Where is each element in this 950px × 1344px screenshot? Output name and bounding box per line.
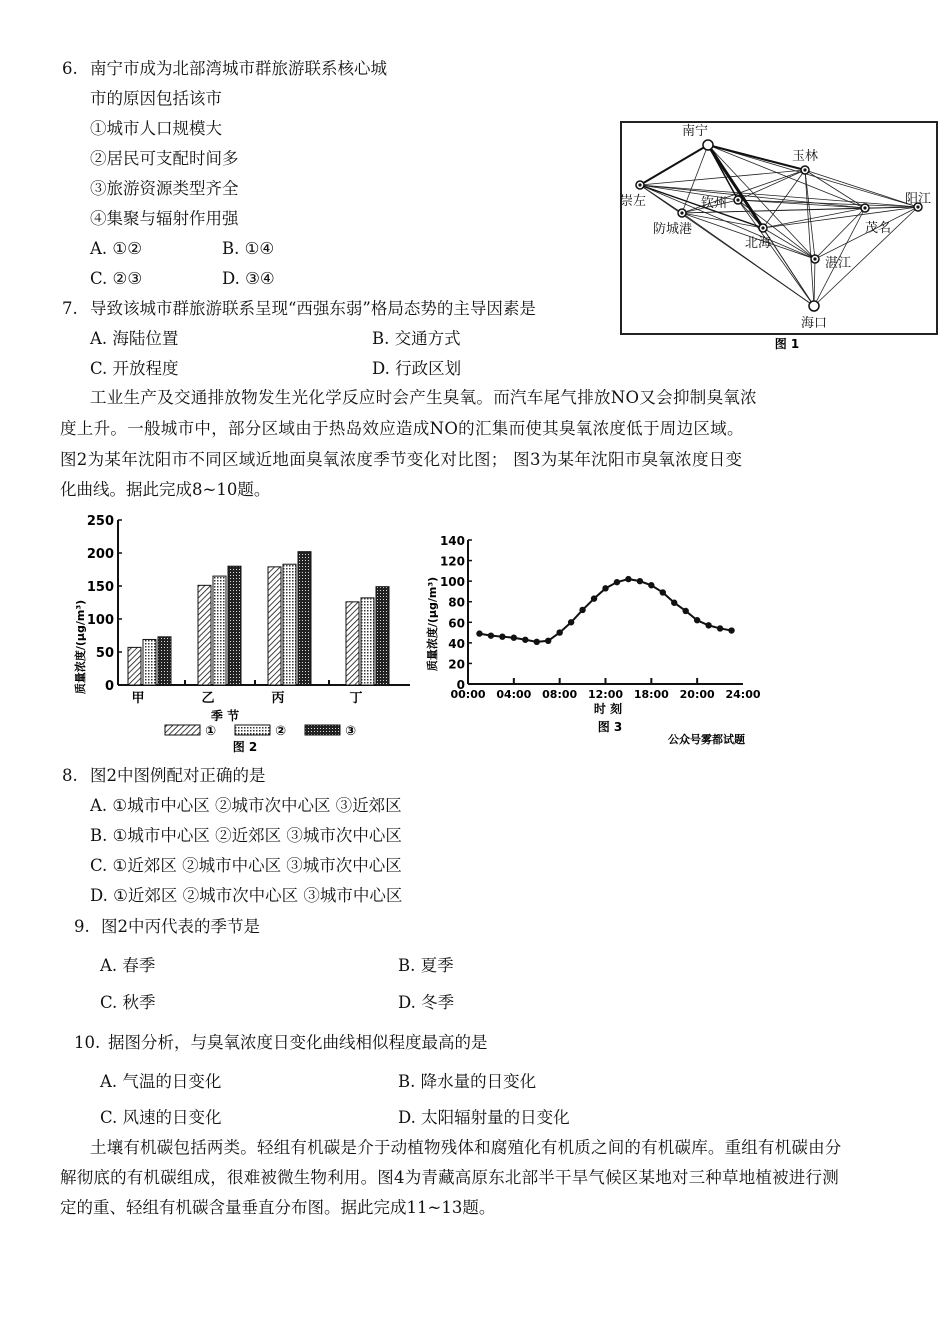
watermark-text: 公众号雾都试题 [668, 733, 745, 746]
data-point [556, 629, 562, 635]
q6-item: ③旅游资源类型齐全 [90, 179, 239, 198]
q10-option-c: C. 风速的日变化 [100, 1108, 222, 1127]
data-point [568, 619, 574, 625]
paragraph-line: 图2为某年沈阳市不同区域近地面臭氧浓度季节变化对比图； 图3为某年沈阳市臭氧浓度日变 [60, 450, 743, 469]
figure-caption: 图 2 [232, 740, 258, 754]
link-line [814, 259, 815, 306]
x-tick-label: 丁 [349, 691, 363, 706]
x-axis-label: 时 刻 [593, 702, 623, 716]
data-point [488, 632, 494, 638]
bar [268, 567, 281, 685]
data-point [637, 578, 643, 584]
q7-number: 7. [62, 299, 78, 318]
link-line [763, 208, 865, 228]
paragraph-line: 化曲线。据此完成8~10题。 [60, 480, 271, 499]
bar [228, 566, 241, 685]
data-point [614, 579, 620, 585]
city-node-dot [761, 226, 764, 229]
x-tick-label: 12:00 [587, 688, 624, 701]
y-tick-label: 60 [448, 616, 465, 631]
bar [213, 576, 226, 685]
paragraph-line: 解彻底的有机碳组成，很难被微生物利用。图4为青藏高原东北部半干旱气候区某地对三种草地植被进行测 [60, 1168, 839, 1187]
paragraph-line: 度上升。一般城市中，部分区域由于热岛效应造成NO的汇集而使其臭氧浓度低于周边区域。 [60, 419, 744, 438]
q6-stem: 南宁市成为北部湾城市群旅游联系核心城 [90, 59, 387, 78]
city-label: 防城港 [653, 222, 693, 237]
q10-number: 10. [74, 1033, 101, 1052]
q9-number: 9. [74, 917, 90, 936]
y-tick-label: 100 [439, 575, 465, 590]
link-line [815, 208, 865, 259]
x-tick-label: 甲 [131, 691, 145, 706]
q10-stem: 据图分析，与臭氧浓度日变化曲线相似程度最高的是 [108, 1033, 488, 1052]
x-tick-label: 24:00 [725, 688, 761, 701]
q9-option-b: B. 夏季 [398, 956, 454, 975]
q6-option-c: C. ②③ [90, 269, 143, 288]
paragraph-line: 定的重、轻组有机碳含量垂直分布图。据此完成11~13题。 [60, 1198, 496, 1217]
y-tick-label: 140 [439, 534, 465, 548]
bar [298, 552, 311, 685]
legend-swatch [235, 725, 270, 735]
q6-number: 6. [62, 59, 78, 78]
x-tick-label: 丙 [271, 691, 285, 706]
city-node-dot [736, 198, 739, 201]
y-tick-label: 200 [86, 547, 114, 562]
city-node [809, 301, 819, 311]
q9-option-d: D. 冬季 [398, 993, 455, 1012]
city-label: 玉林 [791, 149, 819, 164]
q8-option-b: B. ①城市中心区 ②近郊区 ③城市次中心区 [90, 826, 402, 845]
bar [143, 639, 156, 685]
bar [361, 598, 374, 685]
link-line [682, 213, 763, 228]
q6-option-b: B. ①④ [222, 239, 275, 258]
y-tick-label: 150 [86, 580, 114, 595]
y-tick-label: 40 [448, 636, 465, 651]
q6-option-a: A. ①② [90, 239, 142, 258]
q6-item: ②居民可支配时间多 [90, 149, 239, 168]
q8-option-a: A. ①城市中心区 ②城市次中心区 ③近郊区 [90, 796, 402, 815]
x-tick-label: 乙 [201, 691, 215, 706]
figure-2-bar-chart [70, 505, 420, 755]
data-point [511, 635, 517, 641]
q10-option-a: A. 气温的日变化 [100, 1072, 222, 1091]
y-tick-label: 250 [86, 514, 114, 529]
x-axis-label: 季 节 [210, 709, 240, 723]
legend-swatch [165, 725, 200, 735]
city-node-dot [863, 206, 866, 209]
data-point [534, 639, 540, 645]
city-label: 海口 [800, 316, 828, 331]
y-tick-label: 20 [448, 657, 465, 672]
q9-option-a: A. 春季 [100, 956, 156, 975]
legend-label: ② [275, 724, 287, 739]
bar [158, 637, 171, 685]
q9-stem: 图2中丙代表的季节是 [101, 917, 260, 936]
figure-3-line-chart [420, 525, 780, 755]
data-point [683, 608, 689, 614]
q8-option-c: C. ①近郊区 ②城市中心区 ③城市次中心区 [90, 856, 402, 875]
x-tick-label: 08:00 [542, 688, 578, 701]
q8-option-d: D. ①近郊区 ②城市次中心区 ③城市中心区 [90, 886, 403, 905]
y-tick-label: 100 [86, 613, 114, 628]
q6-stem: 市的原因包括该市 [90, 89, 222, 108]
city-node-dot [638, 183, 641, 186]
q7-stem: 导致该城市群旅游联系呈现“西强东弱”格局态势的主导因素是 [90, 299, 536, 318]
link-line [682, 213, 814, 306]
city-node-dot [803, 168, 806, 171]
city-label: 茂名 [865, 221, 892, 236]
city-label: 北海 [745, 236, 772, 251]
city-label: 崇左 [620, 194, 647, 209]
city-label: 阳江 [905, 192, 932, 207]
data-point [602, 585, 608, 591]
data-point [545, 638, 551, 644]
x-tick-label: 18:00 [633, 688, 669, 701]
y-tick-label: 120 [439, 554, 465, 569]
legend-label: ① [205, 724, 217, 739]
data-point [522, 637, 528, 643]
q9-option-c: C. 秋季 [100, 993, 156, 1012]
city-label: 湛江 [825, 256, 852, 271]
q7-option-a: A. 海陆位置 [90, 329, 179, 348]
y-tick-label: 0 [456, 678, 465, 692]
x-tick-label: 20:00 [679, 688, 715, 701]
data-point [591, 595, 597, 601]
city-node-dot [813, 257, 816, 260]
data-point [671, 600, 677, 606]
data-point [499, 633, 505, 639]
y-tick-label: 0 [104, 679, 114, 694]
city-label: 南宁 [681, 124, 709, 139]
q7-option-c: C. 开放程度 [90, 359, 179, 378]
data-point [705, 622, 711, 628]
data-point [728, 627, 734, 633]
city-node [703, 140, 713, 150]
data-point [648, 582, 654, 588]
city-label: 钦州 [701, 196, 728, 211]
data-point [717, 625, 723, 631]
q6-option-d: D. ③④ [222, 269, 275, 288]
x-tick-label: 04:00 [496, 688, 532, 701]
link-line [763, 170, 805, 228]
q10-option-b: B. 降水量的日变化 [398, 1072, 537, 1091]
city-node-dot [680, 211, 683, 214]
q6-item: ①城市人口规模大 [90, 119, 222, 138]
q6-item: ④集聚与辐射作用强 [90, 209, 239, 228]
bar [198, 585, 211, 685]
x-tick-label: 00:00 [450, 688, 486, 701]
data-point [694, 617, 700, 623]
link-line [805, 170, 918, 207]
bar [376, 587, 389, 685]
y-axis-label: 质量浓度/(μg/m³) [426, 576, 439, 672]
q7-option-d: D. 行政区划 [372, 359, 462, 378]
figure-1-map [615, 115, 945, 355]
figure-caption: 图 3 [597, 720, 623, 734]
link-line [738, 200, 814, 306]
legend-label: ③ [345, 724, 357, 739]
figure-caption: 图 1 [774, 337, 800, 351]
bar [346, 602, 359, 685]
paragraph-line: 工业生产及交通排放物发生光化学反应时会产生臭氧。而汽车尾气排放NO又会抑制臭氧浓 [90, 388, 757, 407]
q8-number: 8. [62, 766, 78, 785]
paragraph-line: 土壤有机碳包括两类。轻组有机碳是介于动植物残体和腐殖化有机质之间的有机碳库。重组有机碳由分 [90, 1138, 842, 1157]
data-point [579, 607, 585, 613]
data-point [625, 576, 631, 582]
bar [128, 647, 141, 685]
strong-link-line [640, 145, 708, 185]
legend-swatch [305, 725, 340, 735]
link-line [640, 185, 918, 207]
y-tick-label: 50 [95, 646, 114, 661]
y-tick-label: 80 [448, 595, 465, 610]
data-point [476, 630, 482, 636]
q8-stem: 图2中图例配对正确的是 [90, 766, 266, 785]
y-axis-label: 质量浓度/(μg/m³) [74, 599, 87, 695]
q7-option-b: B. 交通方式 [372, 329, 461, 348]
q10-option-d: D. 太阳辐射量的日变化 [398, 1108, 570, 1127]
bar [283, 564, 296, 685]
data-point [660, 589, 666, 595]
